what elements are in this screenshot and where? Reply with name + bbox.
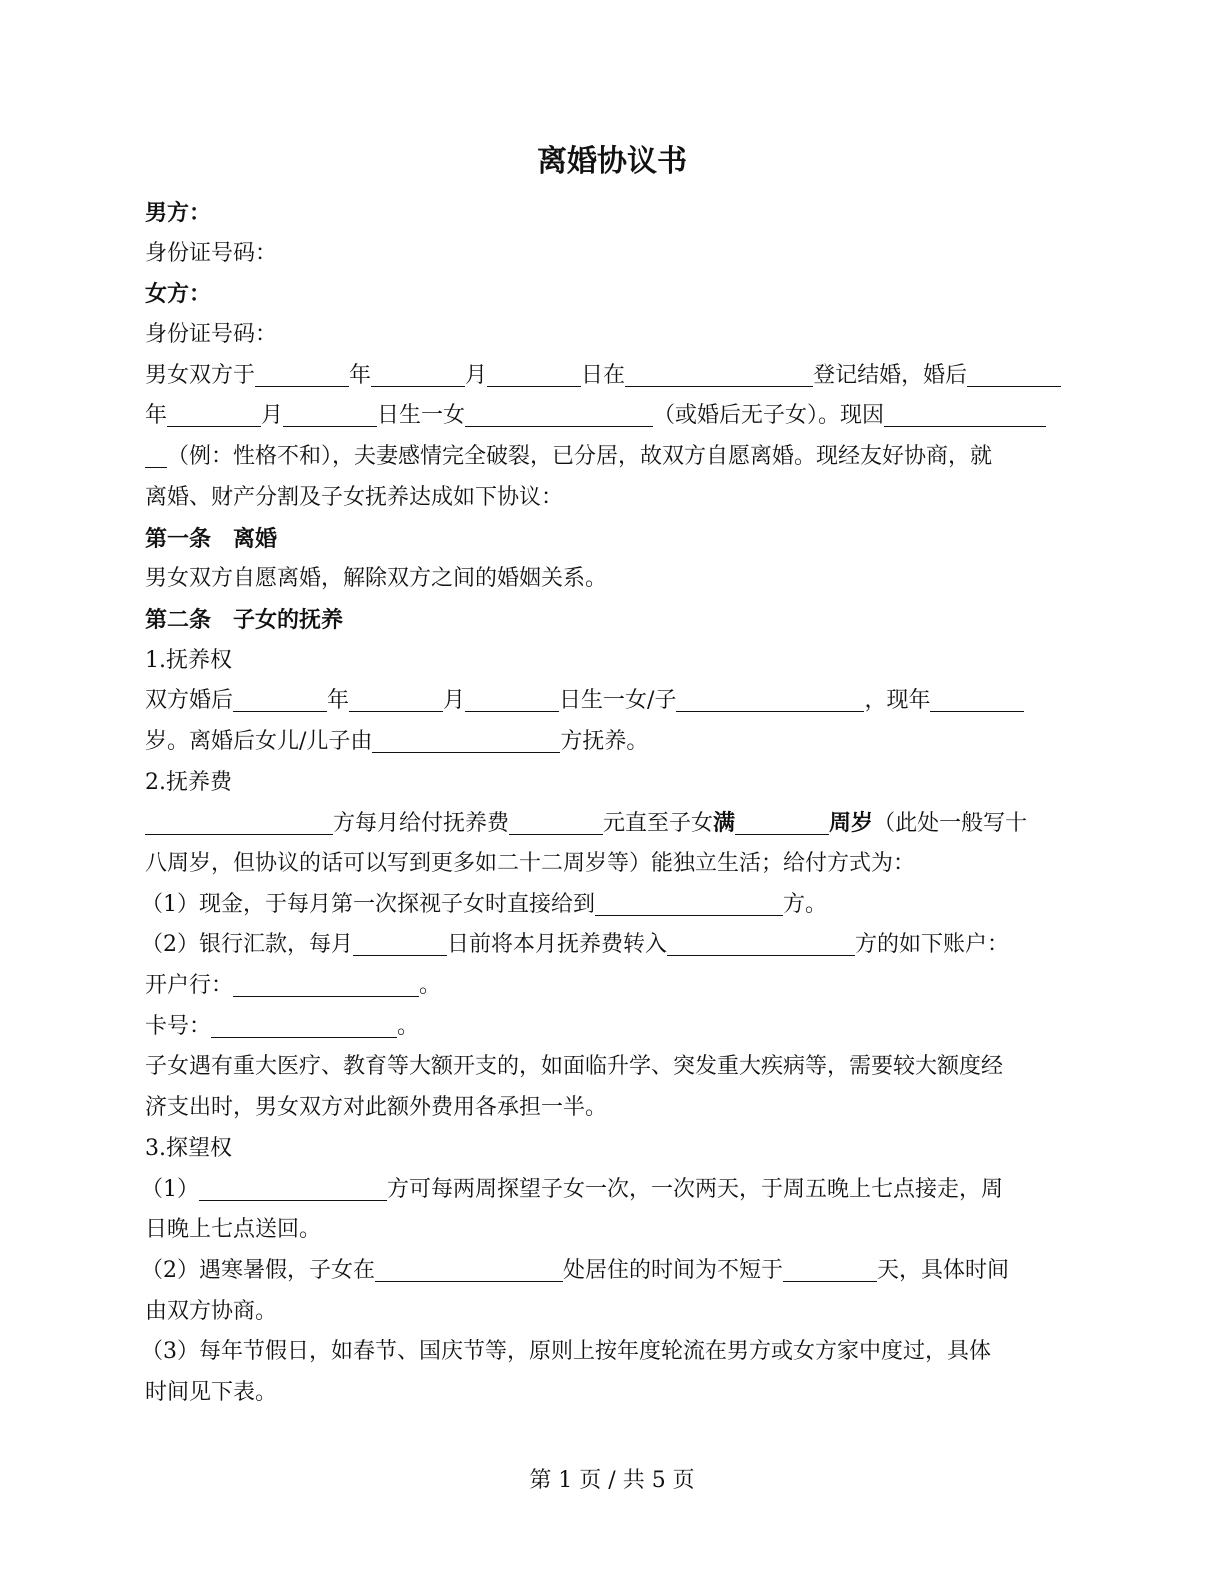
- holiday-days-blank[interactable]: [783, 1255, 877, 1282]
- custody-line-2: [145, 722, 1095, 763]
- female-id-label: 身份证号码：: [145, 322, 278, 348]
- support-bank-line: [141, 925, 1095, 966]
- text: 日生一女/子: [559, 688, 677, 714]
- custody-day-blank[interactable]: [465, 685, 559, 712]
- text: 。: [397, 1013, 420, 1039]
- custody-child-name-blank[interactable]: [676, 685, 864, 712]
- custody-year-blank[interactable]: [233, 685, 327, 712]
- payer-blank[interactable]: [145, 808, 333, 835]
- registration-place-blank[interactable]: [625, 360, 813, 387]
- child-birth-year-blank[interactable]: [967, 360, 1061, 387]
- text: 处居住的时间为不短于: [563, 1257, 784, 1283]
- text: 年: [327, 688, 350, 714]
- custody-heading: 1.抚养权: [145, 647, 232, 673]
- text: 方可每两周探望子女一次，一次两天，于周五晚上七点接走，周: [387, 1176, 1004, 1202]
- support-amount-blank[interactable]: [509, 808, 603, 835]
- visitation-2-line-2: 由双方协商。: [145, 1298, 278, 1324]
- visitation-2-line-1: [141, 1251, 1095, 1292]
- card-number-blank[interactable]: [211, 1011, 397, 1038]
- text: 卡号：: [145, 1013, 212, 1039]
- text: 年: [349, 362, 372, 388]
- text: 登记结婚，婚后: [813, 362, 968, 388]
- text: 天，具体时间: [877, 1257, 1010, 1283]
- text: （此处一般写十: [873, 811, 1028, 837]
- intro-line-2: [145, 396, 1095, 437]
- text: 元直至子女: [603, 811, 714, 837]
- text: 月: [465, 362, 488, 388]
- marriage-month-blank[interactable]: [371, 360, 465, 387]
- card-number-line: [145, 1007, 1095, 1048]
- text: 方。: [783, 891, 828, 917]
- transfer-day-blank[interactable]: [353, 929, 447, 956]
- divorce-reason-blank[interactable]: [884, 400, 1046, 427]
- child-birth-month-blank[interactable]: [167, 400, 261, 427]
- text: （例：性格不和），夫妻感情完全破裂，已分居，故双方自愿离婚。现经友好协商，就: [167, 444, 993, 470]
- extra-expense-line-2: 济支出时，男女双方对此额外费用各承担一半。: [145, 1095, 608, 1121]
- support-cash-line: [141, 885, 1095, 926]
- intro-line-3: [145, 437, 1095, 478]
- cash-recipient-blank[interactable]: [595, 889, 783, 916]
- text: （2）银行汇款，每月: [141, 932, 353, 958]
- visitation-1-line-2: 日晚上七点送回。: [145, 1217, 322, 1243]
- child-name-blank[interactable]: [465, 400, 653, 427]
- text: 方的如下账户：: [855, 932, 1010, 958]
- text: （3）每年节假日，如春节、国庆节等，原则上按年度轮流在男方或女方家中度过，具体: [141, 1339, 991, 1365]
- text: ，现年: [864, 688, 931, 714]
- text: 日生一女: [377, 403, 466, 429]
- intro-line-1: [145, 356, 1095, 397]
- text: 月: [261, 403, 284, 429]
- text: 方抚养。: [560, 728, 649, 754]
- article-1-heading: 第一条 离婚: [145, 525, 278, 552]
- text: 周岁: [829, 810, 874, 837]
- text: （1）现金，于每月第一次探视子女时直接给到: [141, 891, 595, 917]
- document-title: 离婚协议书: [537, 144, 687, 179]
- visitation-3-line-1: [141, 1332, 1095, 1373]
- male-party-label: 男方：: [145, 200, 212, 226]
- support-line-1: [145, 803, 1095, 844]
- support-line-2: 八周岁，但协议的话可以写到更多如二十二周岁等）能独立生活；给付方式为：: [145, 851, 916, 876]
- text: 方每月给付抚养费: [333, 811, 510, 837]
- bank-name-line: [145, 966, 1095, 1007]
- support-until-age-blank[interactable]: [735, 808, 829, 835]
- text: 年: [145, 403, 168, 429]
- text: 。: [419, 973, 442, 999]
- text: 满: [713, 810, 736, 837]
- text: 日前将本月抚养费转入: [447, 932, 668, 958]
- text: 双方婚后: [145, 688, 234, 714]
- divorce-reason-blank-cont[interactable]: [145, 441, 167, 468]
- article-1-text: 男女双方自愿离婚，解除双方之间的婚姻关系。: [145, 566, 608, 592]
- extra-expense-line-1: 子女遇有重大医疗、教育等大额开支的，如面临升学、突发重大疾病等，需要较大额度经: [145, 1054, 1004, 1080]
- visitation-1-line-1: [141, 1170, 1095, 1211]
- custodian-blank[interactable]: [372, 726, 560, 753]
- custody-month-blank[interactable]: [349, 685, 443, 712]
- page-indicator: 第 1 页 / 共 5 页: [529, 1468, 695, 1493]
- text: 岁。离婚后女儿/儿子由: [145, 728, 373, 754]
- text: （2）遇寒暑假，子女在: [141, 1257, 375, 1283]
- text: 月: [443, 688, 466, 714]
- text: （或婚后无子女）。现因: [653, 403, 885, 429]
- custody-line-1: [145, 681, 1095, 722]
- transfer-recipient-blank[interactable]: [667, 929, 855, 956]
- child-birth-day-blank[interactable]: [283, 400, 377, 427]
- visitation-3-line-2: 时间见下表。: [145, 1379, 278, 1405]
- marriage-year-blank[interactable]: [255, 360, 349, 387]
- visitation-heading: 3.探望权: [145, 1135, 232, 1161]
- text: 男女双方于: [145, 362, 256, 388]
- visiting-party-blank[interactable]: [199, 1174, 387, 1201]
- text: （1）: [141, 1176, 199, 1202]
- document-body: [141, 193, 1095, 1414]
- text: 日在: [581, 362, 626, 388]
- article-2-heading: 第二条 子女的抚养: [145, 606, 344, 633]
- holiday-residence-blank[interactable]: [375, 1255, 563, 1282]
- child-age-blank[interactable]: [930, 685, 1024, 712]
- female-party-label: 女方：: [145, 281, 212, 308]
- text: 开户行：: [145, 973, 234, 999]
- support-heading: 2.抚养费: [145, 769, 232, 795]
- intro-line-4: 离婚、财产分割及子女抚养达成如下协议：: [145, 484, 564, 510]
- marriage-day-blank[interactable]: [487, 360, 581, 387]
- male-id-label: 身份证号码：: [145, 240, 278, 266]
- bank-name-blank[interactable]: [233, 970, 419, 997]
